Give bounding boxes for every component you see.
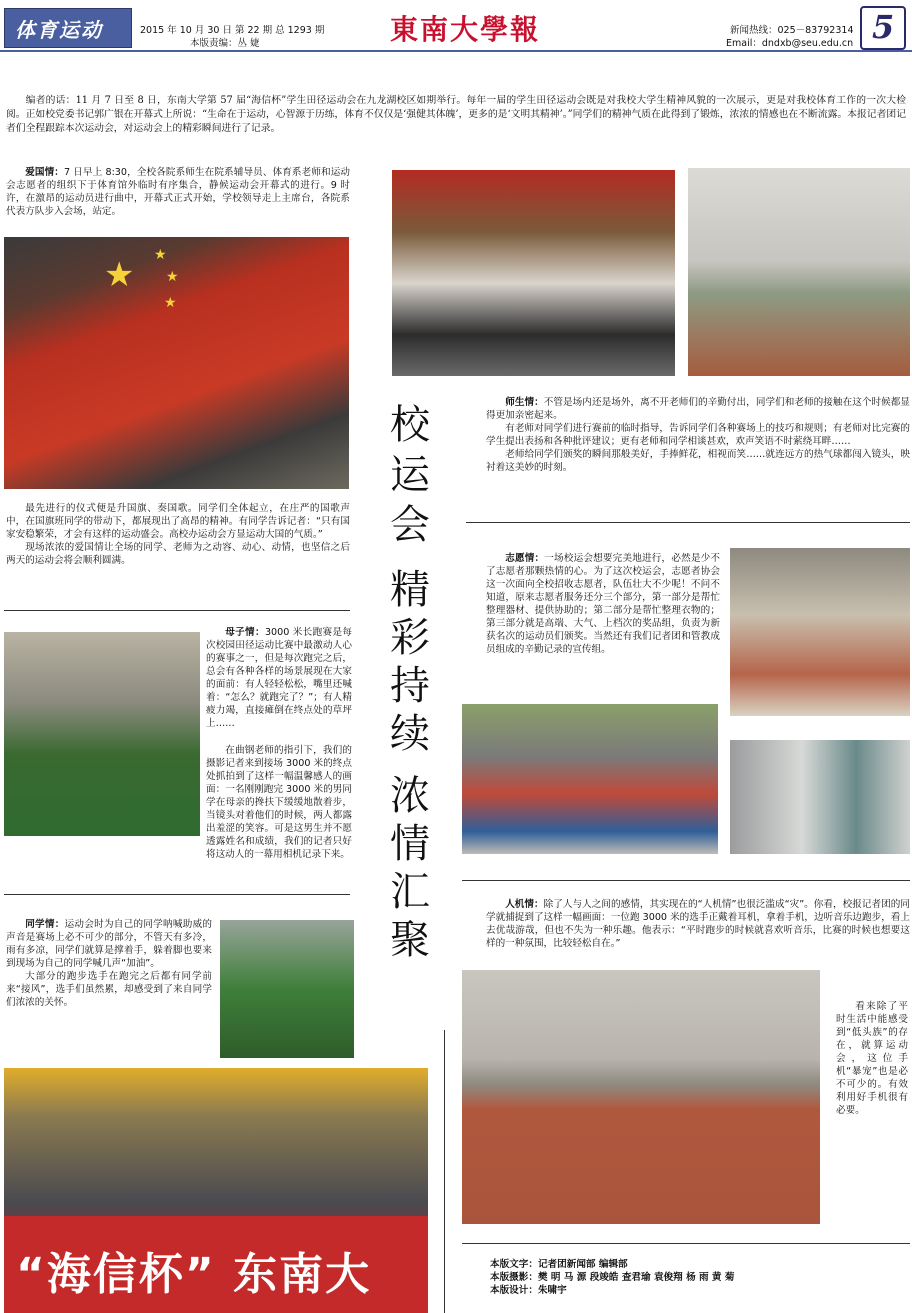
headline-part3 xyxy=(380,772,440,964)
flag-small-star-icon: ★ xyxy=(154,247,167,263)
credits xyxy=(490,1258,908,1297)
credits-design: 本版设计：朱啸宇 xyxy=(490,1285,567,1296)
volunteer-label: 志愿情： xyxy=(505,553,545,564)
news-hotline: 新闻热线：025－83792314 xyxy=(730,25,854,36)
teacher-student-p3: 老师给同学们颁奖的瞬间那般美好，手捧鲜花，相视而笑……就连远方的热气球都闯入镜头，映衬着这美妙的时刻。 xyxy=(486,449,910,473)
headline-char: 校 xyxy=(390,402,430,448)
flag-photo xyxy=(4,237,349,489)
patriotism-p3: 现场浓浓的爱国情让全场的同学、老师为之动容、动心、动情，也坚信之后两天的运动会将会顺利圆满。 xyxy=(6,542,350,566)
mother-son-more xyxy=(6,744,352,861)
page-number-box xyxy=(860,6,906,50)
section-title: 体育运动 xyxy=(15,18,103,42)
classmates-p1: 运动会时为自己的同学呐喊助威的声音是赛场上必不可少的部分，不管天有多冷，雨有多凉，同学们就算是撑着手，躲着脚也要来到现场为自己的同学喊几声“加油”。 xyxy=(6,919,213,969)
headline-char: 续 xyxy=(390,711,430,757)
patriotism-p2: 最先进行的仪式便是升国旗、奏国歌。同学们全体起立，在庄严的国歌声中，在国旗班同学的带动下，都展现出了高昂的精神。有同学告诉记者：“只有国家安稳繁荣，才会有这样的运动盛会。高校办运动会方显运动大国的气质。” xyxy=(6,503,350,540)
divider xyxy=(462,1243,910,1244)
volunteer-block xyxy=(486,552,720,656)
credits-photo: 本版摄影：樊 明 马 源 段竣皓 查君瑜 袁俊翔 杨 雨 黄 菊 xyxy=(490,1272,735,1283)
column-divider xyxy=(444,1030,445,1313)
headline-char: 持 xyxy=(390,663,430,709)
headline-char: 汇 xyxy=(390,869,430,915)
page-editor: 本版责编：丛 婕 xyxy=(190,38,260,49)
section-bar xyxy=(4,8,132,48)
human-machine-label: 人机情： xyxy=(505,899,544,910)
masthead-rule xyxy=(0,50,912,52)
human-machine-side xyxy=(836,1000,908,1117)
volunteer-table-photo xyxy=(462,704,718,854)
masthead xyxy=(0,0,912,52)
patriotism-label: 爱国情： xyxy=(25,167,64,178)
classmates-p2: 大部分的跑步选手在跑完之后都有同学前来“接风”，选手们虽然累，却感受到了来自同学们浓浓的关怀。 xyxy=(6,971,212,1008)
volunteer-room-photo xyxy=(730,548,910,716)
headline-char: 运 xyxy=(390,452,430,498)
mother-son-p2: 在曲钢老师的指引下，我们的摄影记者来到接场 3000 米的终点处抓拍到了这样一幅温馨感人的画面：一名刚刚跑完 3000 米的男同学在母亲的搀扶下缓缓地散着步，当镜头对着他们的时候，两人都露出羞涩的笑容。可是这男生并不愿透露姓名和成绩，我们的记者只好将这动人的一幕用相机记录下来。 xyxy=(206,745,352,860)
human-machine-block xyxy=(486,898,910,950)
teacher-student-label: 师生情： xyxy=(505,397,544,408)
runner-photo xyxy=(462,970,820,1224)
headline xyxy=(380,400,440,964)
issue-date: 2015 年 10 月 30 日 第 22 期 总 1293 期 xyxy=(140,25,325,36)
divider xyxy=(4,610,350,611)
headline-part1 xyxy=(380,400,440,550)
teacher-student-block xyxy=(486,396,910,474)
mother-son-block xyxy=(206,626,352,730)
headline-char: 会 xyxy=(390,502,430,548)
human-machine-p1: 除了人与人之间的感情，其实现在的“人机情”也很泛滥成“灾”。你看，校报记者团的同学就捕捉到了这样一幅画面：一位跑 3000 米的选手正戴着耳机，拿着手机，边听音乐边跑步，看上去优哉游哉，但也不失为一种乐趣。他表示：“平时跑步的时候就喜欢听音乐，比赛的时候也想要这样的一种氛围，比较轻松自在。” xyxy=(486,899,910,949)
patriotism-p1: 7 日早上 8:30，全校各院系师生在院系辅导员、体育系老师和运动会志愿者的组织下于体育馆外临时有序集合，静候运动会开幕式的进行。9 时许，在激昂的运动员进行曲中，开幕式正式开始，学校领导走上主席台，各院系代表方队步入会场，站定。 xyxy=(6,167,350,217)
patriotism-more xyxy=(6,502,350,567)
classmates-block xyxy=(6,918,212,1009)
headline-char: 精 xyxy=(390,567,430,613)
teacher-student-p1: 不管是场内还是场外，离不开老师们的辛勤付出，同学们和老师的接触在这个时候都显得更加亲密起来。 xyxy=(486,397,911,421)
headline-char: 情 xyxy=(390,821,430,867)
volunteer-p1: 一场校运会想要完美地进行，必然是少不了志愿者那颗热情的心。为了这次校运会，志愿者协会这一次面向全校招收志愿者，队伍壮大不少呢！不问不知道，原来志愿者服务还分三个部分，第一部分是帮忙整理器材、提供协助的；第二部分是帮忙整理衣物的；第三部分就是高端、大气、上档次的奖品组，负责为新获名次的运动员们颁奖。当然还有我们记者团和管教成员组成的辛勤记录的宣传组。 xyxy=(486,553,721,655)
divider xyxy=(462,880,910,881)
divider xyxy=(466,522,910,523)
banner-text: “海信杯” 东南大 xyxy=(16,1249,372,1300)
teacher-student-p2: 有老师对同学们进行赛前的临时指导，告诉同学们各种赛场上的技巧和规则；有老师对比完赛的学生提出表扬和各种批评建议；更有老师和同学相谈甚欢，欢声笑语不时萦绕耳畔…… xyxy=(486,423,910,447)
human-machine-side-text: 看来除了平时生活中能感受到“低头族”的存在，就算运动会，这位手机“暴宠”也是必不可少的。有效利用好手机很有必要。 xyxy=(836,1001,908,1116)
contact-email: Email：dndxb@seu.edu.cn xyxy=(726,38,854,49)
headline-char: 浓 xyxy=(390,773,430,819)
hall-photo xyxy=(730,740,910,854)
editor-note: 编者的话：11 月 7 日至 8 日，东南大学第 57 届“海信杯”学生田径运动会在九龙湖校区如期举行。每年一届的学生田径运动会既是对我校大学生精神风貌的一次展示，更是对我校体育工作的一次大检阅。正如校党委书记郭广银在开幕式上所说：“生命在于运动，心智源于历练，体育不仅仅是‘强健其体魄’，更多的是‘文明其精神’。”同学们的精神气质在此得到了锻炼，浓浓的情感也在不断流露。本报记者团记者们全程跟踪本次运动会，对运动会上的精彩瞬间进行了记录。 xyxy=(6,95,906,134)
flag-small-star-icon: ★ xyxy=(164,295,177,311)
divider xyxy=(4,894,350,895)
headline-char: 彩 xyxy=(390,615,430,661)
paper-name: 東南大學報 xyxy=(390,13,541,46)
headline-part2 xyxy=(380,566,440,758)
page-number: 5 xyxy=(872,8,895,46)
classmates-label: 同学情： xyxy=(25,919,65,930)
headline-char: 聚 xyxy=(390,917,430,963)
mother-son-p1: 3000 米长跑赛是每次校园田径运动比赛中最激动人心的赛事之一，但是每次跑完之后，总会有各种各样的场景展现在大家的面前：有人轻轻松松，嘴里还喊着：“怎么？就跑完了？”；有人精疲力竭，直接瘫倒在终点处的草坪上…… xyxy=(206,627,353,729)
mother-son-label: 母子情： xyxy=(225,627,265,638)
flag-small-star-icon: ★ xyxy=(166,269,179,285)
flag-star-icon: ★ xyxy=(104,255,135,295)
flowers-photo xyxy=(688,168,910,376)
patriotism-block xyxy=(6,166,350,218)
banner xyxy=(4,1216,428,1313)
grass-photo xyxy=(220,920,354,1058)
stadium-photo xyxy=(392,170,675,376)
credits-text: 本版文字：记者团新闻部 编辑部 xyxy=(490,1259,628,1270)
crowd-photo xyxy=(4,1068,428,1313)
